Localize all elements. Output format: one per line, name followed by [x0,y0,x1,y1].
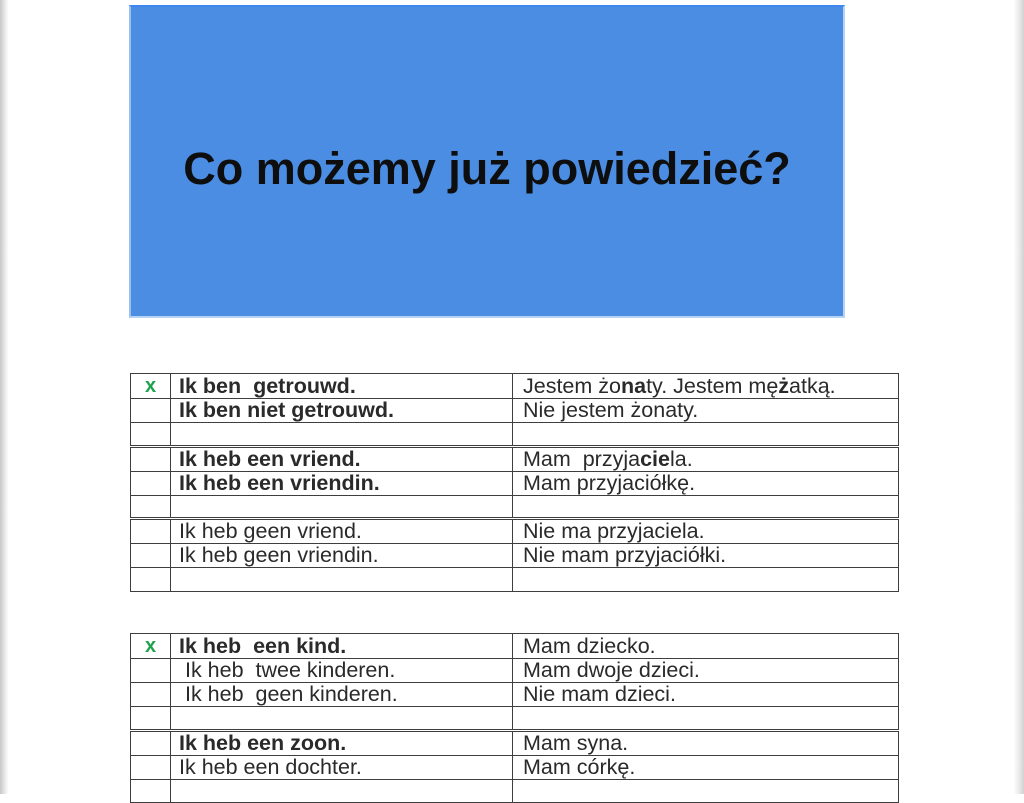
dutch-phrase-cell: Ik heb geen vriendin. [171,544,513,568]
polish-translation-cell: Mam córkę. [513,755,899,779]
table-row [131,519,899,544]
table-row [131,683,899,707]
polish-translation-cell [513,779,899,803]
mark-cell [131,683,171,707]
polish-translation-cell: Nie mam przyjaciółki. [513,544,899,568]
dutch-phrase-cell: Ik heb een vriendin. [171,471,513,495]
dutch-phrase-cell [171,707,513,731]
table-row [131,399,899,423]
dutch-phrase-cell [171,568,513,592]
dutch-phrase-cell: Ik heb een zoon. [171,730,513,755]
slide-title: Co możemy już powiedzieć? [183,142,791,194]
mark-cell [131,659,171,683]
polish-translation-cell: Mam syna. [513,730,899,755]
mark-cell [131,634,171,659]
dutch-phrase-cell [171,779,513,803]
dutch-phrase-cell: Ik heb een dochter. [171,755,513,779]
mark-cell [131,707,171,731]
polish-translation-cell: Nie ma przyjaciela. [513,519,899,544]
page-left-edge-shadow [0,0,9,794]
table-row [131,544,899,568]
table-row [131,423,899,447]
mark-cell [131,568,171,592]
table-row [131,707,899,731]
dutch-phrase-cell: Ik ben getrouwd. [171,374,513,399]
green-x-mark: x [144,375,157,397]
mark-cell [131,730,171,755]
table-row [131,730,899,755]
page-right-edge-shadow [1014,0,1024,794]
mark-cell [131,423,171,447]
table-row [131,755,899,779]
mark-cell [131,471,171,495]
polish-translation-cell [513,423,899,447]
polish-translation-cell: Mam dziecko. [513,634,899,659]
polish-translation-cell: Jestem żonaty. Jestem mężatką. [513,374,899,399]
mark-cell [131,755,171,779]
dutch-phrase-cell: Ik heb een kind. [171,634,513,659]
polish-translation-cell [513,707,899,731]
dutch-phrase-cell: Ik heb twee kinderen. [171,659,513,683]
polish-translation-cell: Mam przyjaciela. [513,446,899,471]
table-row [131,568,899,592]
dutch-phrase-cell: Ik heb geen vriend. [171,519,513,544]
green-x-mark: x [144,635,157,657]
table-row [131,634,899,659]
mark-cell [131,399,171,423]
table-row [131,471,899,495]
polish-translation-cell: Mam przyjaciółkę. [513,471,899,495]
dutch-phrase-cell: Ik heb een vriend. [171,446,513,471]
table-row [131,495,899,519]
polish-translation-cell [513,568,899,592]
table-row [131,659,899,683]
mark-cell [131,374,171,399]
mark-cell [131,779,171,803]
table-row [131,374,899,399]
polish-translation-cell: Mam dwoje dzieci. [513,659,899,683]
mark-cell [131,446,171,471]
title-banner [129,5,845,318]
vocabulary-table-relationships [130,373,899,592]
dutch-phrase-cell: Ik ben niet getrouwd. [171,399,513,423]
table-row [131,779,899,803]
polish-translation-cell: Nie jestem żonaty. [513,399,899,423]
mark-cell [131,519,171,544]
dutch-phrase-cell [171,423,513,447]
polish-translation-cell [513,495,899,519]
polish-translation-cell: Nie mam dzieci. [513,683,899,707]
mark-cell [131,544,171,568]
dutch-phrase-cell [171,495,513,519]
table-row [131,446,899,471]
mark-cell [131,495,171,519]
vocabulary-table-children [130,633,899,803]
dutch-phrase-cell: Ik heb geen kinderen. [171,683,513,707]
